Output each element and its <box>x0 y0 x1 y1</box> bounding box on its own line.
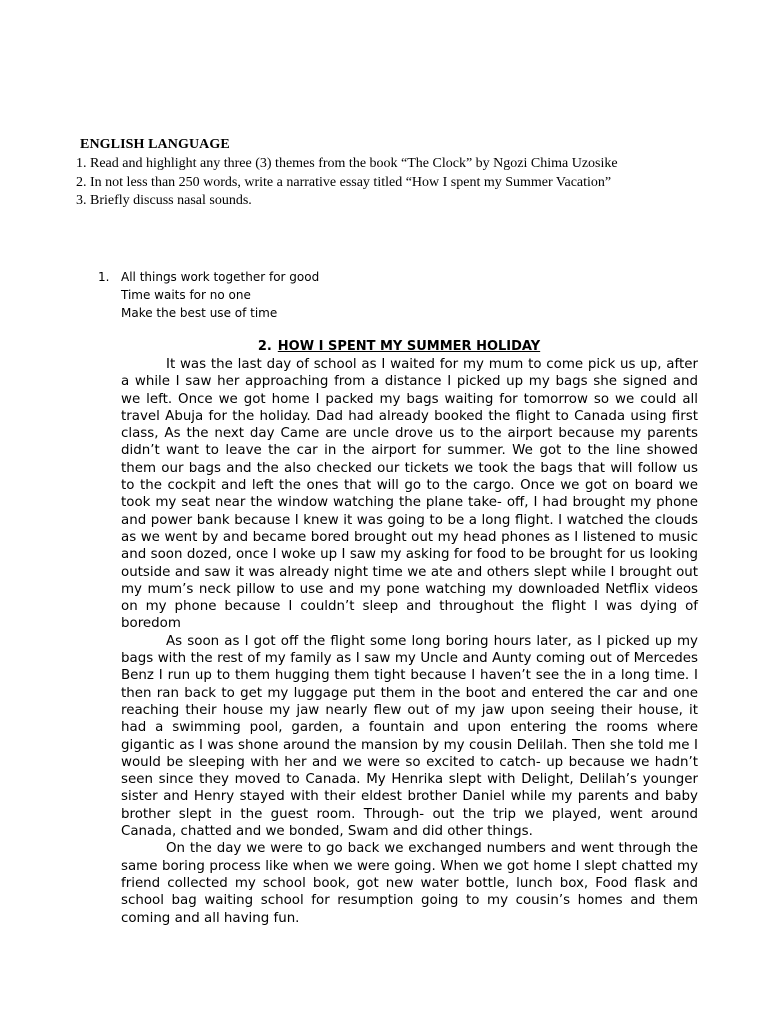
assignment-item-3: 3. Briefly discuss nasal sounds. <box>76 193 252 208</box>
essay-paragraph-3: On the day we were to go back we exchanged numbers and went through the same boring process like when we were going. When we got home I slept chatted my friend collected my school book, got new water bottle, lunch box, Food flask and school bag waiting school for resumption going to my cousin’s homes and them coming and all having fun. <box>121 841 698 926</box>
essay-number: 2. <box>257 339 272 354</box>
theme-item-1: All things work together for good <box>121 270 320 284</box>
themes-answer <box>98 268 319 322</box>
essay-body <box>121 356 698 927</box>
theme-item-2: Time waits for no one <box>121 288 251 302</box>
essay-paragraph-2: As soon as I got off the flight some long boring hours later, as I picked up my bags with the rest of my family as I saw my Uncle and Aunty coming out of Mercedes Benz I run up to them hugging them tight because I haven’t see the in a long time. I then ran back to get my luggage put them in the boot and entered the car and one reaching their house my jaw nearly flew out of my jaw upon seeing their house, it had a swimming pool, garden, a fountain and upon entering the rooms where gigantic as I was shone around the mansion by my cousin Delilah. Then she told me I would be sleeping with her and we were so excited to catch- up because we hadn’t seen since they moved to Canada. My Henrika slept with Delight, Delilah’s younger sister and Henry stayed with their eldest brother Daniel while my parents and baby brother slept in the guest room. Through- out the trip we played, went around Canada, chatted and we bonded, Swam and did other things. <box>121 633 698 840</box>
assignment-list <box>76 155 618 211</box>
themes-answer-number: 1. <box>98 270 110 284</box>
theme-item-3: Make the best use of time <box>121 306 278 320</box>
essay-title: HOW I SPENT MY SUMMER HOLIDAY <box>277 339 541 354</box>
essay-paragraph-1: It was the last day of school as I waited for my mum to come pick us up, after a while I saw her approaching from a distance I picked up my bags she signed and we left. Once we got home I packed my bags waiting for tomorrow so we could all travel Abuja for the holiday. Dad had already booked the flight to Canada using first class, As the next day Came are uncle drove us to the airport because my parents didn’t want to leave the car in the airport for summer. We got to the line showed them our bags and the also checked our tickets we took the bags that will follow us to the cockpit and left the ones that will go to the cargo. Once we got on board we took my seat near the window watching the plane take- off, I had brought my phone and power bank because I knew it was going to be a long flight. I watched the clouds as we went by and became bored brought out my head phones as I listened to music and soon dozed, once I woke up I saw my asking for food to be brought for us looking outside and saw it was already night time we ate and others slept while I brought out my mum’s neck pillow to use and my pone watching my downloaded Netflix videos on my phone because I couldn’t sleep and throughout the flight I was dying of boredom <box>121 357 698 632</box>
assignment-item-2: 2. In not less than 250 words, write a narrative essay titled “How I spent my Summer Vacation” <box>76 174 612 190</box>
page-title: ENGLISH LANGUAGE <box>80 137 230 152</box>
essay-heading <box>0 338 768 356</box>
assignment-item-1: 1. Read and highlight any three (3) themes from the book “The Clock” by Ngozi Chima Uzosike <box>76 156 618 171</box>
